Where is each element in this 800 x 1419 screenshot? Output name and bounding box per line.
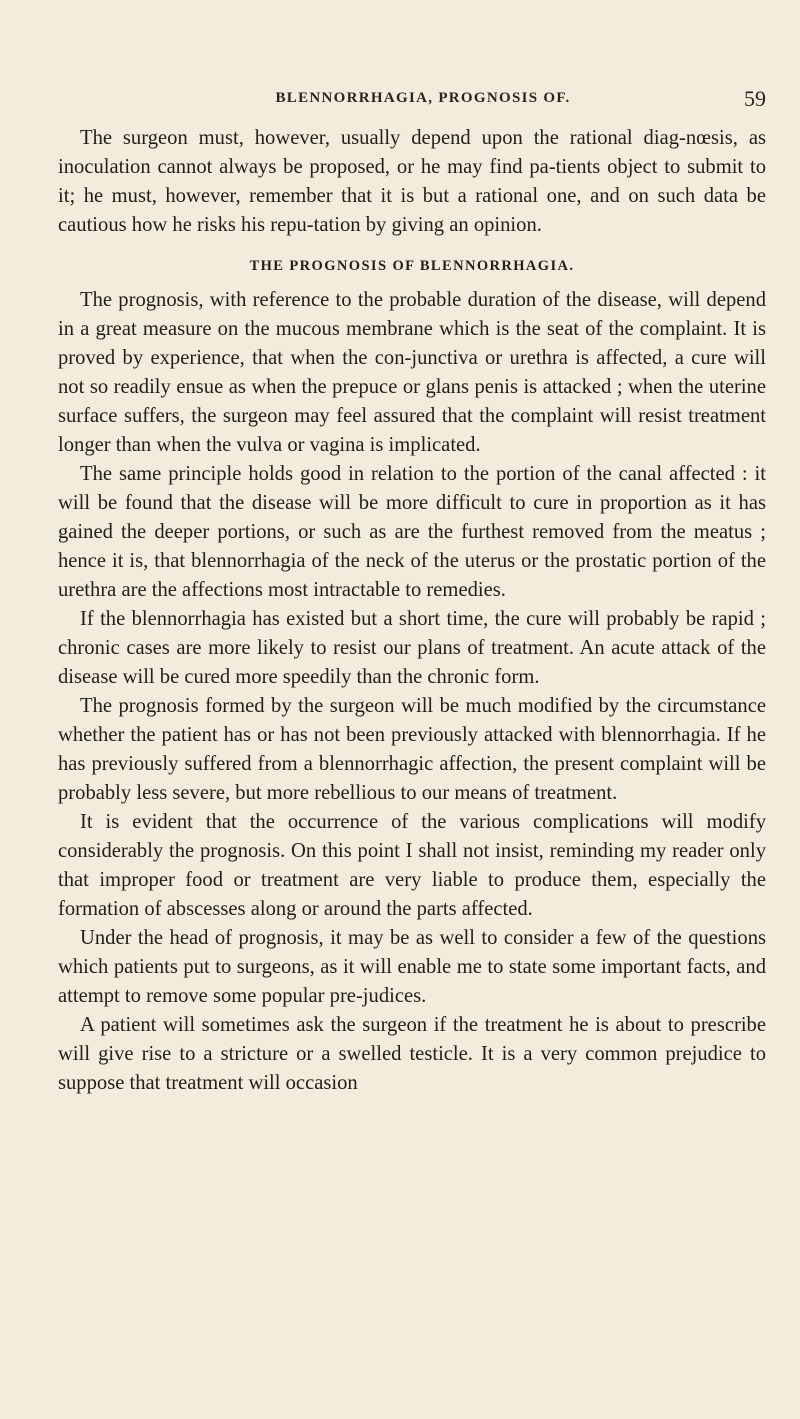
running-head xyxy=(80,86,766,114)
paragraph-6: It is evident that the occurrence of the various complications will modify considerably the prognosis. On this point I shall not insist, reminding my reader only that improper food or treatment are very liable to produce them, especially the formation of abscesses along or around the parts affected. xyxy=(58,811,766,920)
page-number: 59 xyxy=(744,86,766,111)
running-title: BLENNORRHAGIA, PROGNOSIS OF. xyxy=(275,90,571,106)
paragraph-7: Under the head of prognosis, it may be as well to consider a few of the questions which patients put to surgeons, as it will enable me to state some important facts, and attempt to remove some popular pre-judices. xyxy=(58,927,766,1007)
section-heading: THE PROGNOSIS OF BLENNORRHAGIA. xyxy=(249,258,575,274)
paragraph-2: The prognosis, with reference to the probable duration of the disease, will depend in a great measure on the mucous membrane which is the seat of the complaint. It is proved by experience, that when the con-junctiva or urethra is affected, a cure will not so readily ensue as when the prepuce or glans penis is attacked ; when the uterine surface suffers, the surgeon may feel assured that the complaint will resist treatment longer than when the vulva or vagina is implicated. xyxy=(58,289,766,456)
paragraph-5: The prognosis formed by the surgeon will be much modified by the circumstance whether the patient has or has not been previously attacked with blennorrhagia. If he has previously suffered from a blennorrhagic affection, the present complaint will be probably less severe, but more rebellious to our means of treatment. xyxy=(58,695,766,804)
paragraph-8: A patient will sometimes ask the surgeon if the treatment he is about to prescribe will give rise to a stricture or a swelled testicle. It is a very common prejudice to suppose that treatment will occasion xyxy=(58,1014,766,1094)
paragraph-1: The surgeon must, however, usually depend upon the rational diag-nœsis, as inoculation cannot always be proposed, or he may find pa-tients object to submit to it; he must, however, remember that it is but a rational one, and on such data be cautious how he risks his repu-tation by giving an opinion. xyxy=(58,127,766,236)
paragraph-3: The same principle holds good in relation to the portion of the canal affected : it will be found that the disease will be more difficult to cure in proportion as it has gained the deeper portions, or such as are the furthest removed from the meatus ; hence it is, that blennorrhagia of the neck of the uterus or the prostatic portion of the urethra are the affections most intractable to remedies. xyxy=(58,463,766,601)
paragraph-4: If the blennorrhagia has existed but a short time, the cure will probably be rapid ; chronic cases are more likely to resist our plans of treatment. An acute attack of the disease will be cured more speedily than the chronic form. xyxy=(58,608,766,688)
body-text xyxy=(58,124,766,1098)
